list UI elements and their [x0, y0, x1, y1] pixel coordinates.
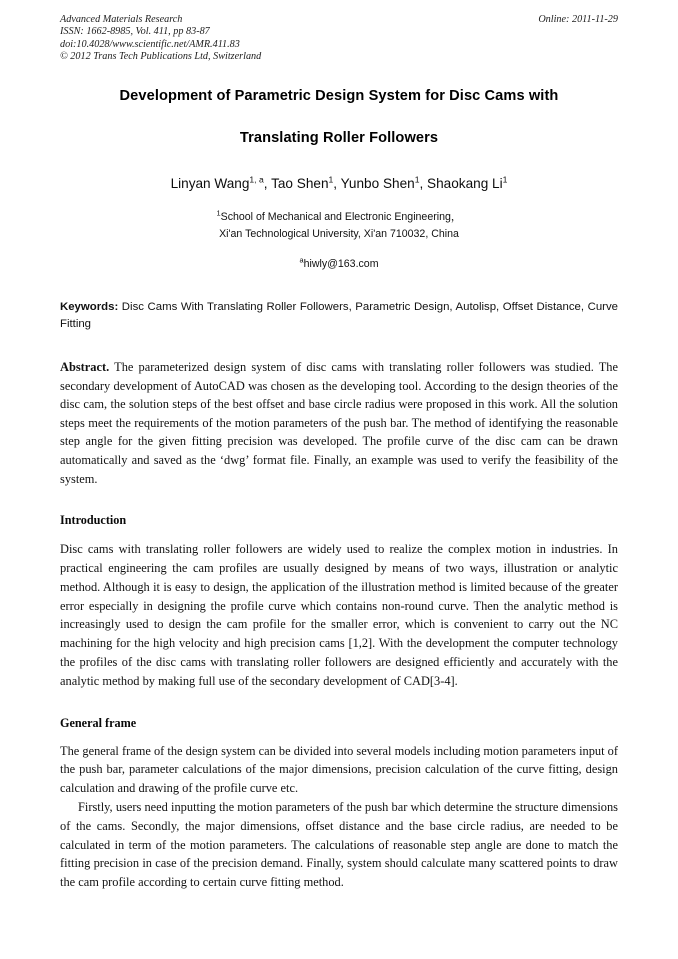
online-publication-date: Online: 2011-11-29 [538, 14, 618, 25]
email-address[interactable]: hiwly@163.com [303, 258, 379, 270]
section-paragraph-introduction-1: Disc cams with translating roller followers are widely used to realize the complex motion in industries. In practical engineering the cam profiles are usually designed by means of two ways, illustration or analytic method. Although it is easy to design, the application of the illustration method is limited because of the greater error especially in designing the profile curve which contains non-round curve. Then the analytic method is increasingly used to design the cam profile for the smaller error, which is convenient to carry out the NC machining for the high velocity and high precision cams [1,2]. With the development the computer technology the profiles of the disc cams with translating roller followers are designed efficiently and accurately with the analytic method by making full use of the secondary development of CAD[3-4]. [60, 542, 618, 688]
abstract-block [60, 358, 618, 488]
author-separator-1: , [263, 176, 272, 191]
abstract-text: The parameterized design system of disc cams with translating roller followers was studied. The secondary development of AutoCAD was chosen as the developing tool. According to the design theories of the disc cam, the solution steps of the best offset and base circle radius were proposed in this work. All the solution steps meet the requirements of the motion parameters of the push bar. The method of identifying the reasonable step angle for the given fitting precision was developed. The profile curve of the disc cam can be drawn automatically and saved as the ‘dwg’ format file. Finally, an example was used to verify the feasibility of the system. [60, 360, 618, 486]
author-affiliation-marker-3: 1 [414, 174, 420, 185]
author-name-4: Shaokang Li [427, 176, 503, 191]
section-paragraph-general-frame-1: The general frame of the design system can be divided into several models including motion parameters input of the push bar, parameter calculations of the major dimensions, precision calculation of the curve fitting, design calculation and drawing of the profile curve etc. [60, 743, 618, 796]
email-marker: a [299, 255, 304, 265]
keywords-text: Disc Cams With Translating Roller Followers, Parametric Design, Autolisp, Offset Distance, Curve Fitting [60, 301, 618, 330]
author-list [60, 176, 618, 192]
section-heading-general-frame: General frame [60, 715, 137, 730]
keywords-block [60, 299, 618, 333]
journal-header-left [60, 14, 480, 64]
keywords-label: Keywords: [60, 301, 119, 313]
title-line-1: Development of Parametric Design System for Disc Cams with [119, 88, 559, 104]
journal-name: Advanced Materials Research [60, 14, 183, 25]
author-name-2: Tao Shen [271, 176, 329, 191]
affiliation-block [60, 209, 618, 243]
page-title [60, 88, 618, 147]
journal-issn-volume: ISSN: 1662-8985, Vol. 411, pp 83-87 [60, 26, 210, 38]
author-separator-3: , [419, 176, 428, 191]
author-affiliation-marker-2: 1 [328, 174, 334, 185]
affiliation-marker: 1 [216, 208, 221, 218]
affiliation-department: School of Mechanical and Electronic Engineering， [220, 211, 462, 223]
section-heading-introduction: Introduction [60, 513, 127, 528]
section-paragraph-general-frame-2: Firstly, users need inputting the motion parameters of the push bar which determine the structure dimensions of the cams. Secondly, the major dimensions, offset distance and the base circle radius, are needed to be calculated in term of the motion parameters. The calculations of reasonable step angle are done to match the fitting precision in case of the precision demand. Finally, system should calculate many scattered points to draw the cam profile according to certain curve fitting method. [60, 799, 618, 890]
author-name-1: Linyan Wang [170, 176, 250, 191]
journal-doi: doi:10.4028/www.scientific.net/AMR.411.83 [60, 38, 240, 50]
title-line-2: Translating Roller Followers [239, 130, 439, 146]
author-name-3: Yunbo Shen [340, 176, 415, 191]
corresponding-email [60, 257, 618, 271]
abstract-label: Abstract. [60, 360, 110, 374]
author-affiliation-marker-4: 1 [502, 174, 508, 185]
journal-copyright: © 2012 Trans Tech Publications Ltd, Switzerland [60, 51, 262, 63]
author-separator-2: , [333, 176, 341, 191]
author-affiliation-marker-1: 1, a [249, 174, 264, 185]
journal-header [60, 14, 618, 66]
page-content [60, 14, 618, 892]
affiliation-line-2: Xi'an Technological University, Xi'an 710032, China [219, 228, 459, 240]
affiliation-line-1 [60, 209, 618, 226]
